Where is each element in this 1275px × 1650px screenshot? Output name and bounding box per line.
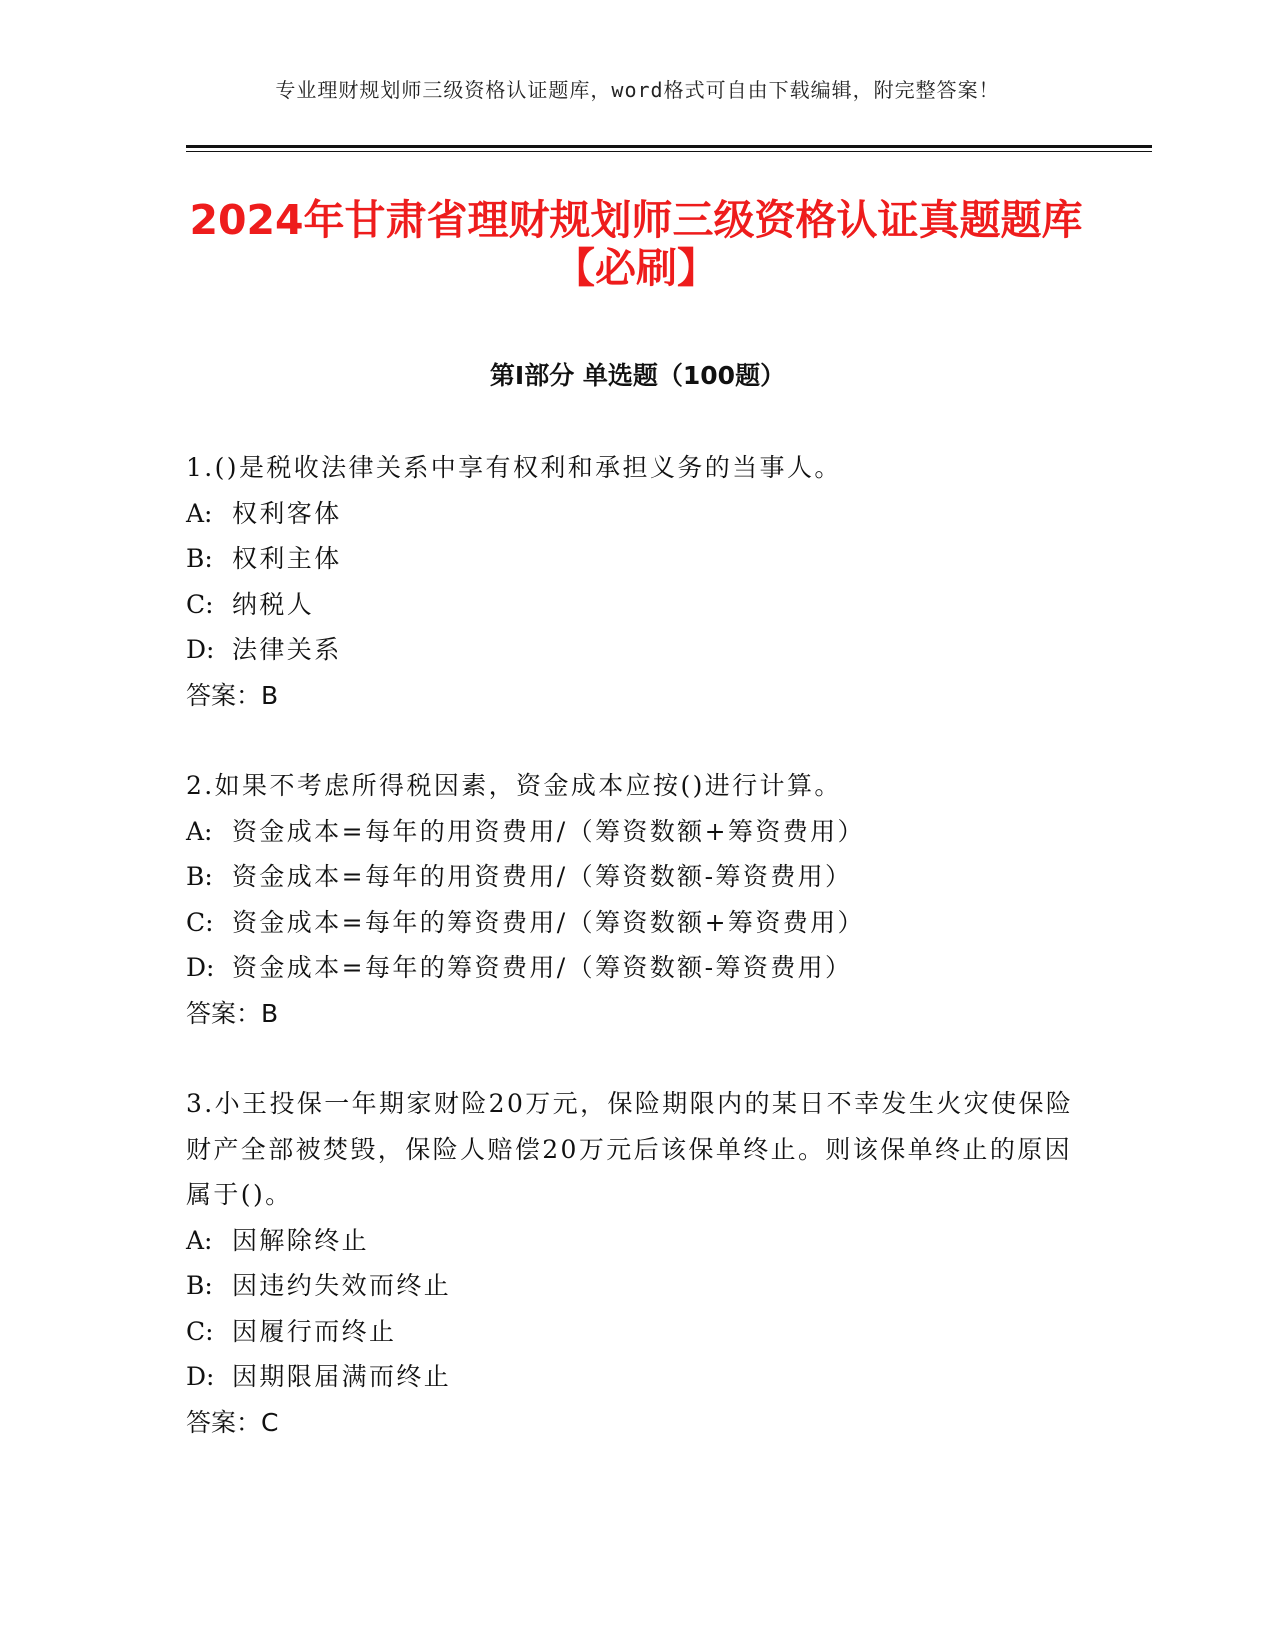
option-d	[186, 627, 1076, 673]
option-b	[186, 536, 1076, 582]
document-title: 2024年甘肃省理财规划师三级资格认证真题题库【必刷】	[189, 196, 1083, 292]
option-letter: B:	[186, 862, 213, 891]
header-divider-thin	[186, 151, 1152, 152]
option-text: 资金成本=每年的筹资费用/（筹资数额+筹资费用）	[232, 907, 865, 937]
option-c	[186, 900, 1076, 946]
option-letter: C:	[186, 589, 214, 619]
section-heading: 第I部分 单选题（100题）	[489, 361, 786, 390]
option-text: 法律关系	[232, 635, 342, 664]
option-text: 权利主体	[232, 544, 342, 573]
answer-line: 答案：B	[186, 680, 279, 710]
option-letter: D:	[186, 1362, 215, 1391]
option-d	[186, 1354, 1076, 1400]
option-b	[186, 854, 1076, 900]
answer-line: 答案：C	[186, 1407, 279, 1437]
question-list	[186, 445, 1076, 1490]
option-letter: D:	[186, 953, 215, 982]
option-c	[186, 582, 1076, 628]
option-a	[186, 1218, 1076, 1264]
option-letter: A:	[186, 1225, 213, 1255]
option-b	[186, 1263, 1076, 1309]
option-text: 资金成本=每年的筹资费用/（筹资数额-筹资费用）	[232, 953, 853, 982]
question-3	[186, 1081, 1076, 1445]
option-letter: C:	[186, 1316, 214, 1346]
header-note: 专业理财规划师三级资格认证题库，word格式可自由下载编辑，附完整答案！	[275, 78, 1000, 102]
option-text: 资金成本=每年的用资费用/（筹资数额-筹资费用）	[232, 862, 853, 891]
question-stem: 3.小王投保一年期家财险20万元，保险期限内的某日不幸发生火灾使保险财产全部被焚毁，保险人赔偿20万元后该保单终止。则该保单终止的原因属于()。	[186, 1089, 1074, 1209]
option-text: 纳税人	[232, 589, 315, 619]
header-divider-thick	[186, 145, 1152, 148]
option-letter: A:	[186, 498, 213, 528]
option-text: 因违约失效而终止	[232, 1271, 452, 1300]
answer-line: 答案：B	[186, 998, 279, 1028]
option-letter: A:	[186, 816, 213, 846]
option-a	[186, 491, 1076, 537]
option-letter: B:	[186, 1271, 213, 1300]
option-text: 权利客体	[232, 498, 342, 528]
option-a	[186, 809, 1076, 855]
option-text: 因期限届满而终止	[232, 1362, 452, 1391]
option-d	[186, 945, 1076, 991]
question-2	[186, 763, 1076, 1036]
option-c	[186, 1309, 1076, 1355]
question-stem: 2.如果不考虑所得税因素，资金成本应按()进行计算。	[186, 771, 842, 800]
option-letter: B:	[186, 544, 213, 573]
option-text: 因履行而终止	[232, 1316, 397, 1346]
option-text: 资金成本=每年的用资费用/（筹资数额+筹资费用）	[232, 816, 865, 846]
question-stem: 1.()是税收法律关系中享有权利和承担义务的当事人。	[186, 453, 842, 482]
question-1	[186, 445, 1076, 718]
option-letter: C:	[186, 907, 214, 937]
option-letter: D:	[186, 635, 215, 664]
option-text: 因解除终止	[232, 1225, 370, 1255]
